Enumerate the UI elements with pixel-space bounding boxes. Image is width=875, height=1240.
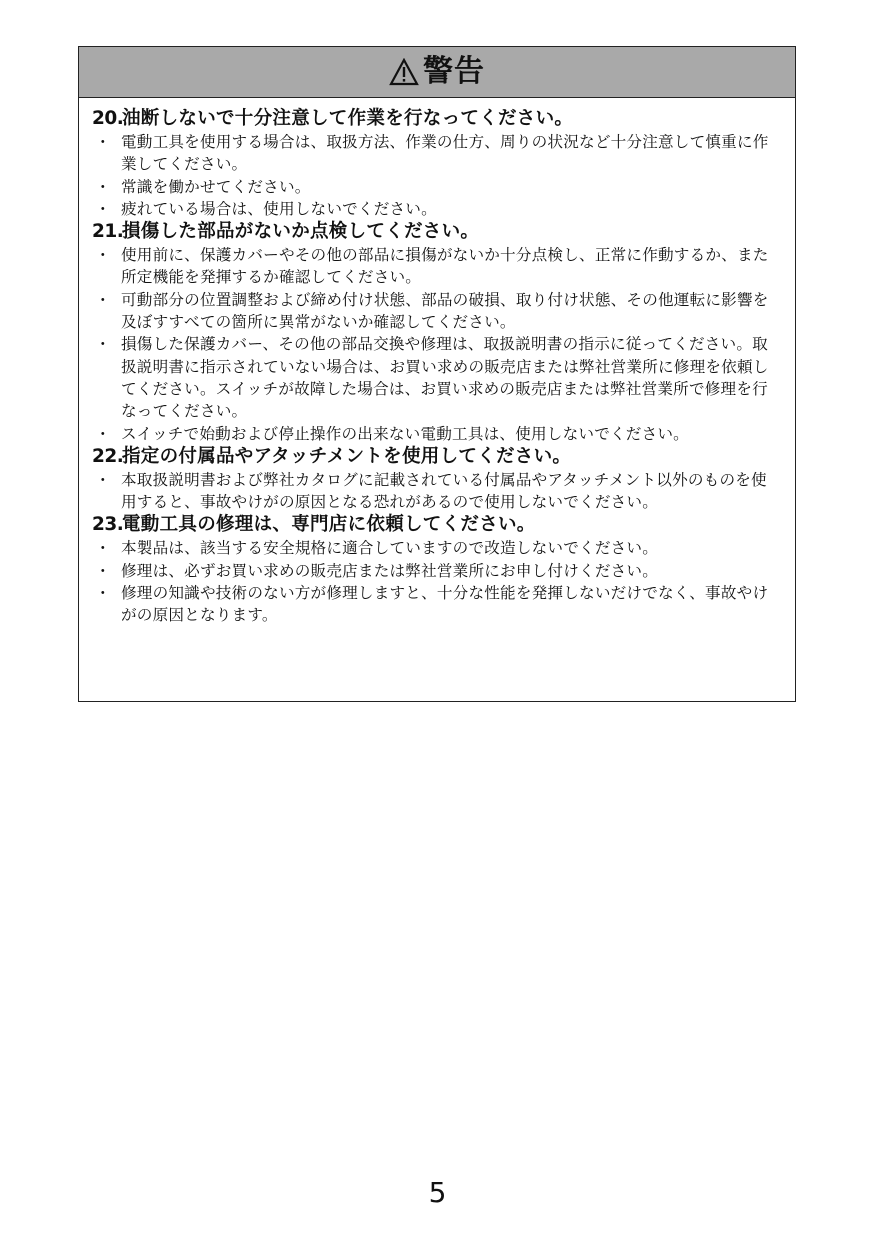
bullet-text: 可動部分の位置調整および締め付け状態、部品の破損、取り付け状態、その他運転に影響を及ぼすすべての箇所に異常がないか確認してください。 [121, 290, 769, 332]
section-heading [92, 445, 777, 469]
section-heading-text: 指定の付属品やアタッチメントを使用してください。 [122, 445, 572, 467]
warning-title-wrap [389, 54, 485, 89]
warning-header [79, 47, 795, 98]
warning-section-21 [92, 220, 777, 445]
bullet-item [92, 560, 777, 582]
bullet-dot: ・ [95, 133, 111, 151]
bullet-dot: ・ [95, 177, 111, 196]
section-number: 22. [92, 445, 124, 467]
section-heading-text: 電動工具の修理は、専門店に依頼してください。 [122, 514, 536, 536]
bullet-dot: ・ [95, 246, 111, 265]
section-heading [92, 107, 777, 131]
bullet-text: 疲れている場合は、使用しないでください。 [121, 199, 437, 218]
section-heading [92, 220, 777, 244]
bullet-dot: ・ [95, 539, 111, 558]
section-number: 23. [92, 514, 124, 536]
bullet-item [92, 244, 777, 289]
bullet-text: 損傷した保護カバー、その他の部品交換や修理は、取扱説明書の指示に従ってください。取扱説明書に指示されていない場合は、お買い求めの販売店または弊社営業所に修理を依頼してください。スイッチが故障した場合は、お買い求めの販売店または弊社営業所で修理を行なってください。 [121, 335, 769, 421]
bullet-dot: ・ [95, 199, 111, 218]
bullet-item [92, 176, 777, 198]
bullet-item [92, 469, 777, 514]
bullet-dot: ・ [95, 335, 111, 354]
section-heading-text: 損傷した部品がないか点検してください。 [122, 221, 480, 243]
bullet-item [92, 537, 777, 559]
bullet-text: 常識を働かせてください。 [121, 177, 311, 196]
bullet-dot: ・ [95, 584, 111, 603]
bullet-item [92, 289, 777, 334]
bullet-dot: ・ [95, 424, 111, 443]
warning-section-20 [92, 107, 777, 220]
section-number: 20. [92, 108, 124, 129]
bullet-item [92, 198, 777, 220]
warning-triangle-icon [389, 58, 419, 86]
bullet-dot: ・ [95, 470, 111, 489]
bullet-dot: ・ [95, 561, 111, 580]
bullet-text: 修理は、必ずお買い求めの販売店または弊社営業所にお申し付けください。 [121, 561, 658, 580]
bullet-text: 本製品は、該当する安全規格に適合していますので改造しないでください。 [121, 539, 658, 558]
warning-title: 警告 [423, 54, 485, 89]
warning-box [78, 46, 796, 702]
bullet-dot: ・ [95, 290, 111, 309]
bullet-text: 使用前に、保護カバーやその他の部品に損傷がないか十分点検し、正常に作動するか、また所定機能を発揮するか確認してください。 [121, 246, 769, 287]
warning-body [79, 98, 795, 627]
bullet-text: 電動工具を使用する場合は、取扱方法、作業の仕方、周りの状況など十分注意して慎重に作業してください。 [121, 133, 769, 174]
bullet-item [92, 131, 777, 176]
bullet-text: スイッチで始動および停止操作の出来ない電動工具は、使用しないでください。 [121, 424, 689, 443]
warning-section-22 [92, 445, 777, 514]
page-number: 5 [428, 1176, 447, 1209]
bullet-item [92, 582, 777, 627]
section-heading [92, 513, 777, 537]
bullet-text: 修理の知識や技術のない方が修理しますと、十分な性能を発揮しないだけでなく、事故やけがの原因となります。 [121, 584, 769, 625]
bullet-text: 本取扱説明書および弊社カタログに記載されている付属品やアタッチメント以外のものを使用すると、事故やけがの原因となる恐れがあるので使用しないでください。 [121, 470, 767, 512]
bullet-item [92, 333, 777, 422]
section-number: 21. [92, 221, 124, 243]
bullet-item [92, 423, 777, 445]
warning-section-23 [92, 513, 777, 626]
section-heading-text: 油断しないで十分注意して作業を行なってください。 [122, 108, 574, 129]
